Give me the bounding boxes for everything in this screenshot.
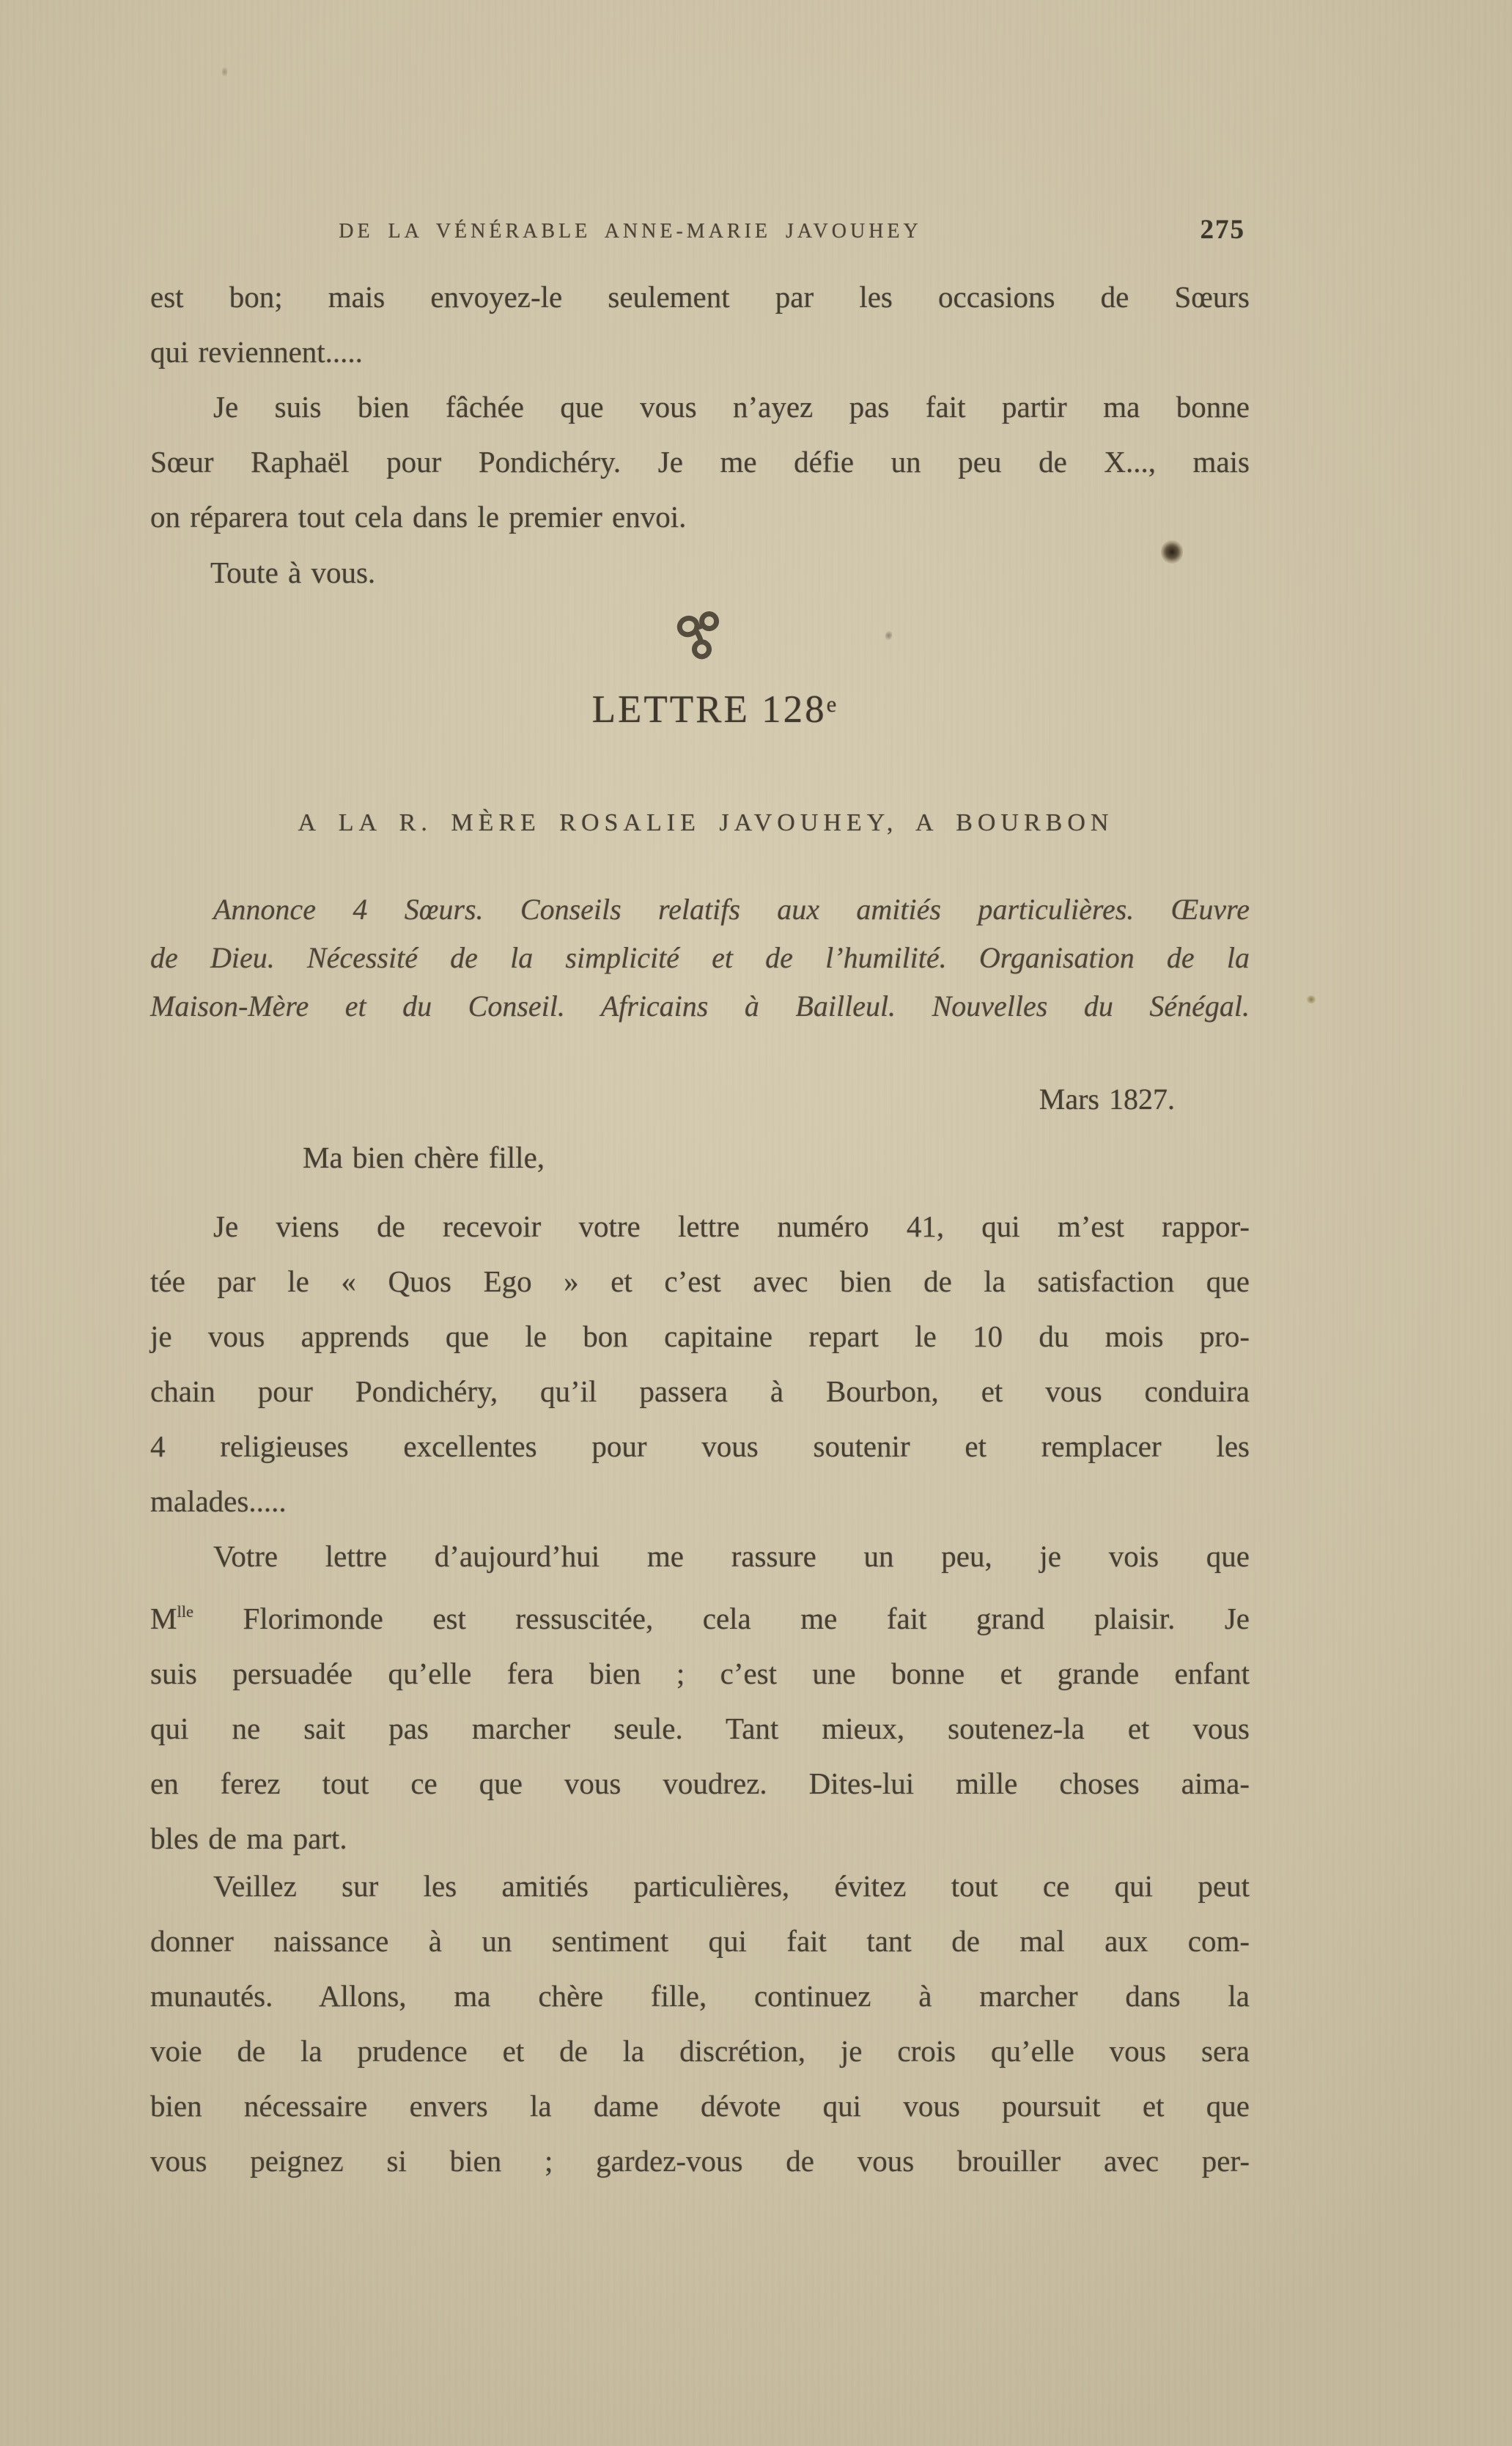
text-line: Votre lettre d’aujourd’hui me rassure un peu, je vois que (213, 1539, 1250, 1573)
text-line: bien nécessaire envers la dame dévote qui vous poursuit et que (150, 2089, 1250, 2123)
text-line: Sœur Raphaël pour Pondichéry. Je me défie un peu de X..., mais (150, 445, 1250, 479)
addressee-text: A LA R. MÈRE ROSALIE JAVOUHEY, A BOURBON (298, 809, 1114, 836)
letter-paragraph-2 (150, 1529, 1250, 1866)
text-line: suis persuadée qu’elle fera bien ; c’est une bonne et grande enfant (150, 1657, 1250, 1690)
previous-letter-paragraph-b (150, 380, 1250, 545)
previous-letter-paragraph-a (150, 270, 1250, 380)
text-line: en ferez tout ce que vous voudrez. Dites-lui mille choses aima- (150, 1767, 1250, 1800)
text-line: 4 religieuses excellentes pour vous soutenir et remplacer les (150, 1429, 1250, 1463)
text-line: bles de ma part. (150, 1821, 347, 1855)
running-header-title: DE LA VÉNÉRABLE ANNE-MARIE JAVOUHEY (339, 220, 922, 243)
fleuron-ornament-icon (669, 605, 731, 671)
date-text: Mars 1827. (1039, 1083, 1175, 1116)
running-header (150, 215, 1250, 264)
section-divider (150, 608, 1250, 674)
paper-speck (1307, 995, 1316, 1003)
text-line: je vous apprends que le bon capitaine repart le 10 du mois pro- (150, 1319, 1250, 1353)
text-line: donner naissance à un sentiment qui fait tant de mal aux com- (150, 1924, 1250, 1958)
text-line: est bon; mais envoyez-le seulement par les occasions de Sœurs (150, 280, 1250, 314)
text-line: on réparera tout cela dans le premier envoi. (150, 500, 687, 534)
text-line: malades..... (150, 1484, 287, 1518)
page-number: 275 (1200, 215, 1245, 245)
text-line-rest: Florimonde est ressuscitée, cela me fait grand plaisir. Je (193, 1602, 1250, 1635)
text-line: tée par le « Quos Ego » et c’est avec bien de la satisfaction que (150, 1264, 1250, 1298)
text-line: qui reviennent..... (150, 335, 363, 369)
letter-paragraph-3 (150, 1859, 1250, 2189)
letter-addressee (150, 809, 1250, 837)
letter-title-text: LETTRE 128 (591, 688, 827, 731)
salutation-text: Ma bien chère fille, (303, 1141, 545, 1174)
abbreviation-base: M (150, 1602, 177, 1635)
text-line: vous peignez si bien ; gardez-vous de vous brouiller avec per- (150, 2144, 1250, 2178)
paper-speck (222, 66, 227, 78)
summary-line: Maison-Mère et du Conseil. Africains à Bailleul. Nouvelles du Sénégal. (150, 990, 1250, 1023)
letter-summary (150, 885, 1250, 1031)
letter-title-ordinal: e (826, 692, 838, 717)
summary-line: Annonce 4 Sœurs. Conseils relatifs aux amitiés particulières. Œuvre (213, 893, 1250, 926)
text-line: Veillez sur les amitiés particulières, évitez tout ce qui peut (213, 1869, 1250, 1903)
abbreviation-superscript: lle (177, 1602, 194, 1621)
text-line: chain pour Pondichéry, qu’il passera à Bourbon, et vous conduira (150, 1374, 1250, 1408)
letter-paragraph-1 (150, 1199, 1250, 1529)
previous-letter-closing (150, 545, 1250, 600)
text-line: munautés. Allons, ma chère fille, continuez à marcher dans la (150, 1979, 1250, 2013)
letter-date (150, 1072, 1250, 1127)
letter-salutation (150, 1130, 1402, 1185)
text-line: voie de la prudence et de la discrétion, je crois qu’elle vous sera (150, 2034, 1250, 2068)
text-line: Je viens de recevoir votre lettre numéro 41, qui m’est rappor- (213, 1209, 1250, 1243)
ink-blot (1161, 540, 1183, 564)
text-line: qui ne sait pas marcher seule. Tant mieux, soutenez-la et vous (150, 1712, 1250, 1745)
text-line: Je suis bien fâchée que vous n’ayez pas fait partir ma bonne (213, 390, 1250, 424)
closing-formula: Toute à vous. (210, 556, 376, 589)
text-line (150, 1584, 1250, 1646)
summary-line: de Dieu. Nécessité de la simplicité et de l’humilité. Organisation de la (150, 941, 1250, 974)
letter-title (150, 688, 1250, 732)
